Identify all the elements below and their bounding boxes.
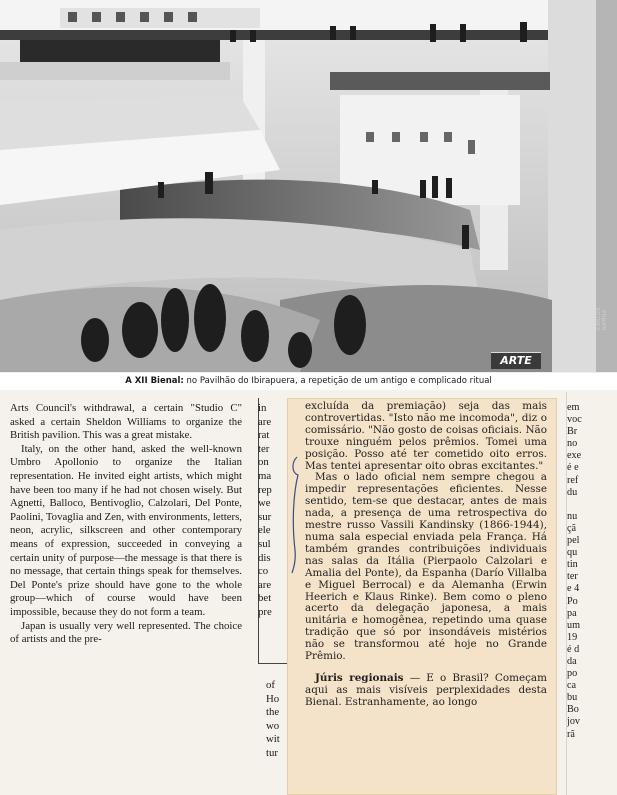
column-fragment: Br	[567, 426, 578, 438]
column-fragment: pre	[258, 605, 272, 618]
column-fragment: ter	[567, 571, 578, 583]
column-fragment: ele	[258, 524, 271, 537]
column-fragment: bet	[258, 592, 272, 605]
column-fragment: Po	[567, 595, 578, 607]
paragraph: Japan is usually very well represented. The choice of artists and the pre-	[10, 619, 242, 646]
column-fragment	[567, 499, 617, 511]
column-fragment: ter	[258, 442, 270, 455]
column-fragment: the	[266, 706, 280, 719]
paragraph: Italy, on the other hand, asked the well-known Umbro Apollonio to organize the Italian representation. He invited eight artists, which might have been too many if he had not chosen wisely. But Agnetti, Balloco, Bentivoglio, Calzolari, Del Ponte, Paolini, Tovaglia and Zen, with environments, letters, neon, acrylic, silkscreen and other contemporary means of expression, succeeded in conveying a certain unity of purpose—the message is that there is no message, that certain things speak for themselves. Del Ponte's prize should have gone to the whole group—which of course would have been impossible, because they do not form a team.	[10, 442, 242, 618]
column-fragment: no	[567, 438, 578, 450]
column-fragment: Bo	[567, 704, 579, 716]
column-fragment: em	[567, 402, 580, 413]
column-fragment: Ho	[266, 692, 280, 705]
column-fragment: sul	[258, 537, 271, 550]
caption-text: no Pavilhão do Ibirapuera, a repetição de um antigo e complicado ritual	[183, 376, 492, 386]
column-fragment: in	[258, 402, 267, 414]
column-fragment: tin	[567, 559, 578, 571]
column-fragment: on	[258, 456, 269, 469]
column-fragment: rat	[258, 429, 270, 442]
pen-mark	[288, 455, 302, 575]
right-column-fragments	[567, 402, 617, 741]
column-fragment: we	[258, 497, 271, 510]
column-rule-bottom	[258, 663, 288, 664]
column-fragment: çã	[567, 522, 577, 534]
column-fragment: e 4	[567, 583, 580, 595]
portuguese-article-text	[305, 401, 547, 709]
column-fragment: qu	[567, 547, 578, 559]
column-fragment: wo	[266, 719, 280, 732]
column-fragment: are	[258, 415, 272, 428]
column-fragment: du	[567, 486, 578, 498]
column-fragment: po	[567, 668, 578, 680]
column-fragment: sur	[258, 510, 272, 523]
column-fragment: pa	[567, 607, 577, 619]
subheading: Júris regionais	[315, 671, 404, 684]
photo-caption	[0, 373, 617, 390]
column-fragment: bu	[567, 692, 578, 704]
column-fragment: é d	[567, 643, 580, 655]
column-fragment: dis	[258, 551, 271, 564]
column-fragment: are	[258, 578, 272, 591]
clip-paragraph	[305, 673, 547, 709]
clip-paragraph-text: excluída da premiação) seja das mais controvertidas. "Isto não me incomoda", diz o comissário. "Não gosto de coisas oficiais. Não trouxe ninguém pelos prêmios. Tomei uma posição. Posso até ter cometido oito erros. Mas tentei apresentar oito obras excitantes."	[305, 400, 547, 472]
clip-paragraph-text: Mas o lado oficial nem sempre chegou a impedir representações eficientes. Nesse sentido, tem-se que destacar, antes de mais nada, a presença de uma retrospectiva do mestre russo Vassili Kandinsky (1866-1944), numa sala especial enviada pela França. Há também grandes contribuições individuais nas salas da Itália (Pierpaolo Calzolari e Amalia del Ponte), da Espanha (Darío Villalba e Miguel Berrocal) e da Alemanha (Erwin Heerich e Klaus Rinke). Bem como o pleno acerto da delegação japonesa, a mais unitária e homogênea, repetindo uma quase tradição que só por insondáveis mistérios não se transformou até hoje no Grande Prêmio.	[305, 471, 547, 663]
english-article-column	[10, 402, 242, 647]
column-fragment: voc	[567, 414, 582, 426]
column-fragment: rep	[258, 483, 272, 496]
column-fragment: rã	[567, 728, 575, 740]
column-fragment: é e	[567, 462, 579, 474]
column-fragment: nu	[567, 510, 578, 522]
column-fragment: jov	[567, 716, 581, 728]
column-fragment: tur	[266, 746, 278, 759]
column-fragment: ca	[567, 680, 577, 692]
column-fragment: da	[567, 655, 577, 667]
caption-lead: A XII Bienal:	[125, 376, 184, 386]
clip-paragraph	[305, 472, 547, 663]
clip-paragraph	[305, 401, 547, 472]
column-fragment: of	[266, 679, 275, 691]
clip-paragraph-text: — E o Brasil? Começam aqui as mais visíveis perplexidades desta Bienal. Estranhamente, ao longo	[305, 671, 547, 708]
column-fragment: co	[258, 565, 269, 578]
column-fragment: 19	[567, 631, 578, 643]
section-badge: ARTE	[491, 352, 541, 369]
column-fragment: exe	[567, 450, 582, 462]
column-fragment: ref	[567, 474, 579, 486]
column-fragment: ma	[258, 469, 272, 482]
column-fragment: um	[567, 619, 581, 631]
column-fragment: pel	[567, 535, 580, 547]
column-fragment: wit	[266, 733, 280, 746]
paragraph: Arts Council's withdrawal, a certain "Studio C" asked a certain Sheldon Williams to organize the British pavilion. This was a great mistake.	[10, 402, 242, 442]
photo-credit: CARLOS NAMBA	[596, 306, 608, 330]
exhibition-photo	[0, 0, 617, 372]
